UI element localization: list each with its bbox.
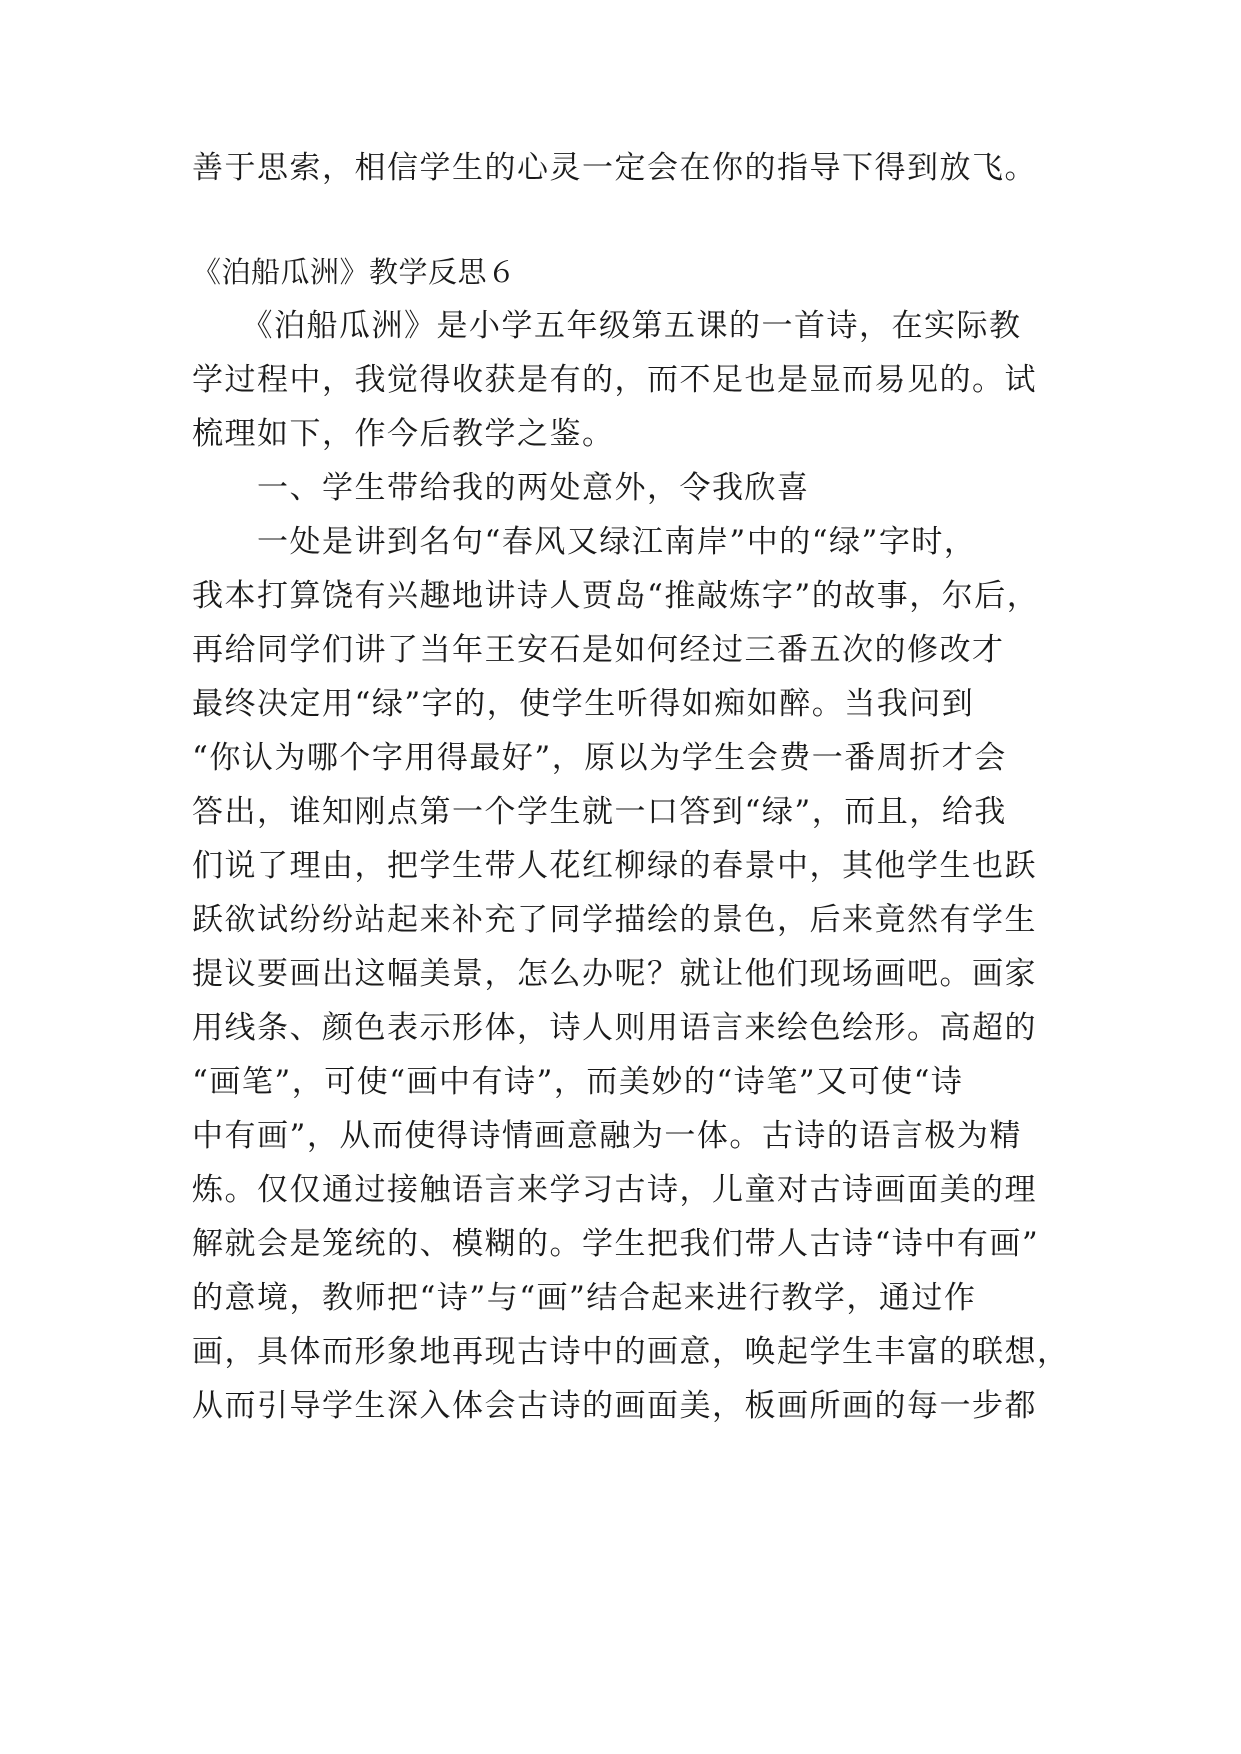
paragraph-line: 学过程中，我觉得收获是有的，而不足也是显而易见的。试 <box>192 362 1037 398</box>
paragraph-line: “画笔”，可使“画中有诗”，而美妙的“诗笔”又可使“诗 <box>192 1064 964 1100</box>
continued-paragraph-line: 善于思索，相信学生的心灵一定会在你的指导下得到放飞。 <box>192 150 1037 186</box>
paragraph-line: 答出，谁知刚点第一个学生就一口答到“绿”，而且，给我 <box>192 794 1007 830</box>
paragraph-line: 解就会是笼统的、模糊的。学生把我们带人古诗“诗中有画” <box>192 1226 1040 1262</box>
paragraph-line: 用线条、颜色表示形体，诗人则用语言来绘色绘形。高超的 <box>192 1010 1037 1046</box>
paragraph-line: 中有画”，从而使得诗情画意融为一体。古诗的语言极为精 <box>192 1118 1022 1154</box>
paragraph-line: 提议要画出这幅美景，怎么办呢？就让他们现场画吧。画家 <box>192 956 1037 992</box>
paragraph-line: 跃欲试纷纷站起来补充了同学描绘的景色，后来竟然有学生 <box>192 902 1037 938</box>
section-title: 《泊船瓜洲》教学反思６ <box>192 255 517 289</box>
paragraph-line: 炼。仅仅通过接触语言来学习古诗，儿童对古诗画面美的理 <box>192 1172 1037 1208</box>
paragraph-line: 我本打算饶有兴趣地讲诗人贾岛“推敲炼字”的故事，尔后， <box>192 578 1040 614</box>
paragraph-line: 画，具体而形象地再现古诗中的画意，唤起学生丰富的联想， <box>192 1334 1070 1370</box>
paragraph-line: 一处是讲到名句“春风又绿江南岸”中的“绿”字时， <box>192 524 977 560</box>
subheading-line: 一、学生带给我的两处意外，令我欣喜 <box>192 470 810 506</box>
paragraph-line: 再给同学们讲了当年王安石是如何经过三番五次的修改才 <box>192 632 1005 668</box>
paragraph-line: 《泊船瓜洲》是小学五年级第五课的一首诗，在实际教 <box>192 308 1022 344</box>
paragraph-line: “你认为哪个字用得最好”，原以为学生会费一番周折才会 <box>192 740 1007 776</box>
paragraph-line: 最终决定用“绿”字的，使学生听得如痴如醉。当我问到 <box>192 686 975 722</box>
paragraph-line: 们说了理由，把学生带人花红柳绿的春景中，其他学生也跃 <box>192 848 1037 884</box>
paragraph-line: 的意境，教师把“诗”与“画”结合起来进行教学，通过作 <box>192 1280 977 1316</box>
paragraph-line: 从而引导学生深入体会古诗的画面美，板画所画的每一步都 <box>192 1388 1037 1424</box>
paragraph-line: 梳理如下，作今后教学之鉴。 <box>192 416 615 452</box>
